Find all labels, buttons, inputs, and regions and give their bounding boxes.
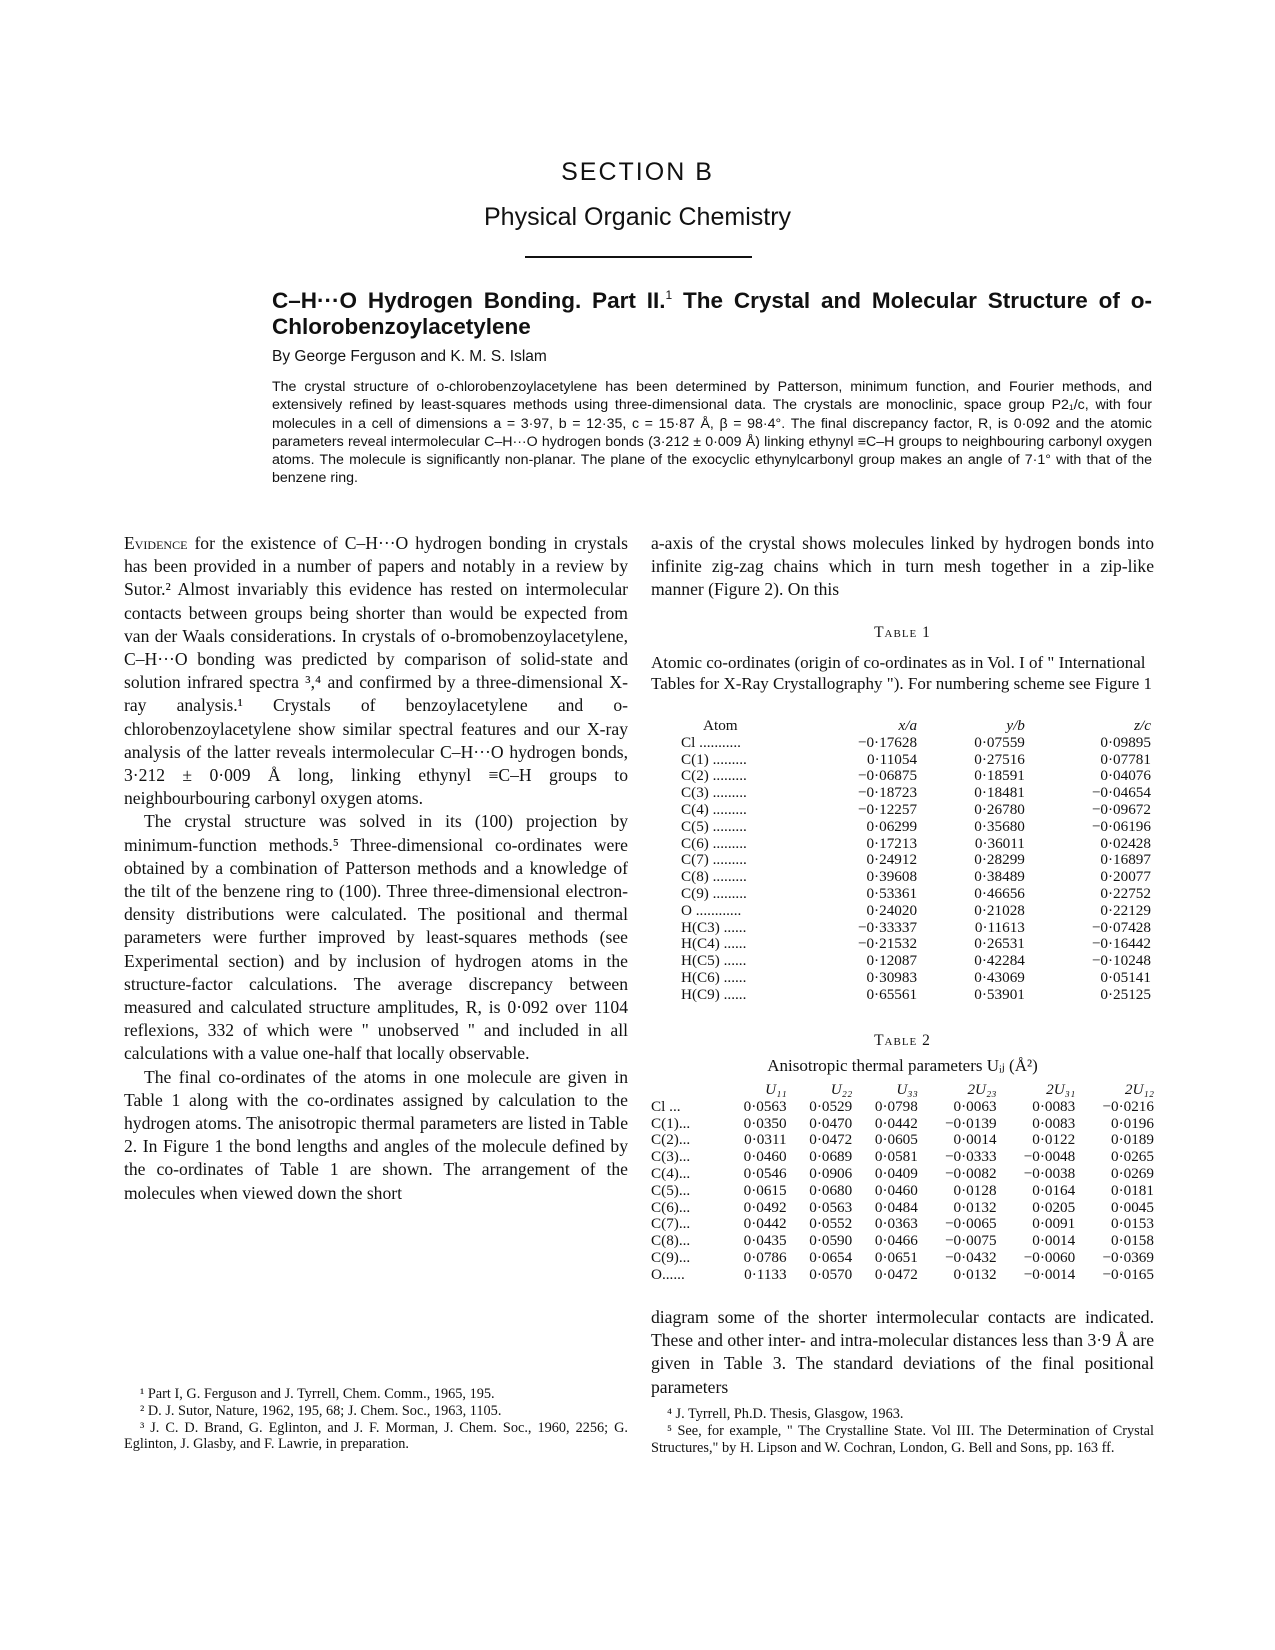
value-cell: 0·0363 bbox=[874, 1215, 918, 1233]
table-row bbox=[681, 752, 1151, 769]
section-heading: SECTION B bbox=[561, 158, 714, 186]
value-cell: 0·38489 bbox=[974, 868, 1025, 886]
table-row bbox=[681, 987, 1151, 1004]
value-cell: 0·0570 bbox=[809, 1265, 853, 1283]
value-cell: 0·25125 bbox=[1100, 985, 1151, 1003]
atom-label-cell: H(C4) ...... bbox=[681, 935, 747, 953]
footnotes-left bbox=[124, 1386, 628, 1453]
value-cell: −0·0432 bbox=[944, 1248, 997, 1266]
value-cell: 0·0529 bbox=[809, 1097, 853, 1115]
value-cell: 0·43069 bbox=[974, 968, 1025, 986]
column-header: x/a bbox=[898, 717, 918, 734]
value-cell: 0·24912 bbox=[866, 851, 918, 869]
value-cell: 0·0014 bbox=[953, 1131, 997, 1149]
value-cell: 0·0492 bbox=[743, 1198, 787, 1216]
table-row bbox=[651, 1149, 1154, 1166]
value-cell: −0·17628 bbox=[857, 733, 918, 751]
atom-label-cell: H(C3) ...... bbox=[681, 918, 747, 936]
abstract: The crystal structure of o-chlorobenzoylacetylene has been determined by Patterson, minimum function, and Fourier methods, and extensively refined by least-squares methods using three-dimensional data. The crystals are monoclinic, space group P2₁/c, with four molecules in a cell of dimensions a = 3·97, b = 12·35, c = 15·87 Å, β = 98·4°. The final discrepancy factor, R, is 0·092 and the atomic parameters reveal intermolecular C–H···O hydrogen bonds (3·212 ± 0·009 Å) linking ethynyl ≡C–H groups to neighbouring carbonyl oxygen atoms. The molecule is significantly non-planar. The plane of the exocyclic ethynylcarbonyl group makes an angle of 7·1° with that of the benzene ring. bbox=[272, 379, 1152, 487]
value-cell: 0·0189 bbox=[1110, 1131, 1154, 1149]
table-row bbox=[681, 970, 1151, 987]
table1 bbox=[681, 718, 1151, 1004]
value-cell: 0·0350 bbox=[743, 1114, 787, 1132]
value-cell: 0·12087 bbox=[866, 952, 918, 970]
left-column bbox=[124, 532, 628, 1205]
value-cell: 0·39608 bbox=[866, 868, 918, 886]
table-row bbox=[681, 852, 1151, 869]
value-cell: 0·0484 bbox=[874, 1198, 918, 1216]
column-header: U₂₂ bbox=[830, 1081, 853, 1098]
value-cell: 0·0651 bbox=[874, 1248, 918, 1266]
value-cell: 0·0311 bbox=[744, 1131, 787, 1149]
value-cell: 0·30983 bbox=[866, 968, 918, 986]
table-row bbox=[681, 768, 1151, 785]
value-cell: −0·0139 bbox=[944, 1114, 997, 1132]
value-cell: 0·11054 bbox=[867, 750, 918, 768]
value-cell: 0·27516 bbox=[974, 750, 1025, 768]
value-cell: 0·22752 bbox=[1100, 884, 1151, 902]
body-paragraph bbox=[124, 532, 628, 810]
value-cell: 0·0472 bbox=[874, 1265, 918, 1283]
column-header: U₁₁ bbox=[765, 1081, 787, 1098]
value-cell: 0·06299 bbox=[866, 817, 918, 835]
value-cell: 0·05141 bbox=[1100, 968, 1151, 986]
atom-label-cell: C(1)... bbox=[651, 1114, 691, 1132]
value-cell: 0·0581 bbox=[874, 1148, 918, 1166]
table-header-row bbox=[681, 718, 1151, 735]
atom-label-cell: C(7) ......... bbox=[681, 851, 747, 869]
value-cell: −0·09672 bbox=[1091, 800, 1151, 818]
value-cell: 0·0196 bbox=[1110, 1114, 1154, 1132]
body-paragraph: The crystal structure was solved in its (100) projection by minimum-function methods.⁵ Three-dimensional co-ordinates were obtained by a combination of Patterson methods and a knowledge of the tilt of the benzene ring to (100). Three three-dimensional electron-density distributions were calculated. The positional and thermal parameters were further improved by least-squares methods (see Experimental section) and by inclusion of hydrogen atoms in the structure-factor calculations. The average discrepancy between measured and calculated structure amplitudes, R, is 0·092 over 1104 reflexions, 332 of which were " unobserved " and included in all calculations with a value one-half that locally observable. bbox=[124, 811, 628, 1064]
value-cell: 0·18481 bbox=[974, 784, 1025, 802]
body-paragraph: a-axis of the crystal shows molecules linked by hydrogen bonds into infinite zig-zag chains which in turn mesh together in a zip-like manner (Figure 2). On this bbox=[651, 533, 1154, 600]
value-cell: −0·07428 bbox=[1091, 918, 1151, 936]
table-row bbox=[651, 1166, 1154, 1183]
value-cell: 0·0128 bbox=[953, 1181, 997, 1199]
value-cell: 0·0460 bbox=[743, 1148, 787, 1166]
table2-title: Table 2 bbox=[874, 1032, 931, 1049]
table-row bbox=[651, 1233, 1154, 1250]
value-cell: 0·09895 bbox=[1100, 733, 1151, 751]
value-cell: 0·0786 bbox=[743, 1248, 787, 1266]
section-subtitle: Physical Organic Chemistry bbox=[483, 203, 792, 231]
value-cell: 0·24020 bbox=[866, 901, 918, 919]
value-cell: 0·0680 bbox=[809, 1181, 853, 1199]
footnote: ¹ Part I, G. Ferguson and J. Tyrrell, Chem. Comm., 1965, 195. bbox=[140, 1386, 495, 1402]
atom-label-cell: C(1) ......... bbox=[681, 750, 747, 768]
footnote: ² D. J. Sutor, Nature, 1962, 195, 68; J. Chem. Soc., 1963, 1105. bbox=[140, 1402, 502, 1419]
authors: By George Ferguson and K. M. S. Islam bbox=[272, 348, 547, 365]
table-row bbox=[651, 1250, 1154, 1267]
atom-label-cell: C(8) ......... bbox=[681, 868, 747, 886]
table-row bbox=[681, 819, 1151, 836]
value-cell: 0·0590 bbox=[809, 1232, 853, 1250]
body-paragraph: diagram some of the shorter intermolecular contacts are indicated. These and other inter- and intra-molecular distances less than 3·9 Å are given in Table 3. The standard deviations of the final positional parameters bbox=[651, 1307, 1154, 1397]
value-cell: −0·0014 bbox=[1023, 1265, 1076, 1283]
value-cell: −0·0165 bbox=[1102, 1265, 1154, 1283]
value-cell: 0·36011 bbox=[974, 834, 1025, 852]
atom-label-cell: H(C6) ...... bbox=[681, 968, 747, 986]
value-cell: 0·0205 bbox=[1032, 1198, 1076, 1216]
right-column-top bbox=[651, 532, 1154, 602]
column-header bbox=[651, 1082, 721, 1099]
table-row bbox=[651, 1116, 1154, 1133]
value-cell: 0·0153 bbox=[1110, 1215, 1154, 1233]
value-cell: −0·06196 bbox=[1091, 817, 1151, 835]
value-cell: 0·0442 bbox=[743, 1215, 787, 1233]
table-row bbox=[651, 1183, 1154, 1200]
atom-label-cell: C(4)... bbox=[651, 1164, 691, 1182]
value-cell: 0·0615 bbox=[743, 1181, 787, 1199]
paragraph-text: for the existence of C–H···O hydrogen bonding in crystals has been provided in a number of papers and notably in a review by Sutor.² Almost invariably this evidence has rested on intermolecular contacts between groups being shorter than would be expected from van der Waals considerations. In crystals of o-bromobenzoylacetylene, C–H···O bonding was predicted by comparison of solid-state and solution infrared spectra ³,⁴ and confirmed by a three-dimensional X-ray analysis.¹ Crystals of benzoylacetylene and o-chlorobenzoylacetylene show similar spectral features and our X-ray analysis of the latter reveals intermolecular C–H···O hydrogen bonds, 3·212 ± 0·009 Å long, linking ethynyl ≡C–H groups to neighbourbouring carbonyl oxygen atoms. bbox=[124, 533, 628, 809]
table-row bbox=[651, 1267, 1154, 1284]
atom-label-cell: O ............ bbox=[681, 901, 742, 919]
value-cell: −0·21532 bbox=[857, 935, 918, 953]
value-cell: −0·04654 bbox=[1091, 784, 1151, 802]
title-footnote-ref: 1 bbox=[665, 288, 673, 302]
value-cell: 0·0269 bbox=[1110, 1164, 1154, 1182]
value-cell: 0·0132 bbox=[953, 1265, 997, 1283]
footnotes-right bbox=[651, 1406, 1154, 1456]
value-cell: 0·0083 bbox=[1032, 1097, 1076, 1115]
value-cell: 0·16897 bbox=[1100, 851, 1151, 869]
atom-label-cell: C(2)... bbox=[651, 1131, 691, 1149]
table2 bbox=[651, 1082, 1154, 1284]
value-cell: 0·46656 bbox=[974, 884, 1025, 902]
value-cell: 0·53361 bbox=[866, 884, 918, 902]
value-cell: 0·0442 bbox=[874, 1114, 918, 1132]
value-cell: −0·0060 bbox=[1023, 1248, 1076, 1266]
value-cell: 0·0045 bbox=[1110, 1198, 1154, 1216]
atom-label-cell: Cl ........... bbox=[681, 733, 741, 751]
table-row bbox=[681, 903, 1151, 920]
atom-label-cell: C(7)... bbox=[651, 1215, 691, 1233]
value-cell: 0·0265 bbox=[1110, 1148, 1154, 1166]
value-cell: 0·0122 bbox=[1032, 1131, 1076, 1149]
value-cell: −0·0082 bbox=[944, 1164, 997, 1182]
atom-label-cell: C(4) ......... bbox=[681, 800, 747, 818]
value-cell: 0·17213 bbox=[866, 834, 918, 852]
value-cell: 0·07559 bbox=[974, 733, 1025, 751]
value-cell: 0·0014 bbox=[1032, 1232, 1076, 1250]
value-cell: 0·0472 bbox=[809, 1131, 853, 1149]
table-row bbox=[681, 836, 1151, 853]
value-cell: 0·0546 bbox=[743, 1164, 787, 1182]
value-cell: 0·42284 bbox=[974, 952, 1025, 970]
atom-label-cell: C(9)... bbox=[651, 1248, 691, 1266]
atom-label-cell: C(6)... bbox=[651, 1198, 691, 1216]
value-cell: −0·10248 bbox=[1091, 952, 1151, 970]
table-row bbox=[681, 802, 1151, 819]
value-cell: 0·02428 bbox=[1100, 834, 1151, 852]
value-cell: 0·07781 bbox=[1100, 750, 1151, 768]
value-cell: 0·21028 bbox=[974, 901, 1025, 919]
table1-caption: Atomic co-ordinates (origin of co-ordinates as in Vol. I of " International Tables for X-Ray Crystallography "). For numbering scheme see Figure 1 bbox=[651, 653, 1152, 693]
value-cell: 0·0164 bbox=[1032, 1181, 1076, 1199]
value-cell: 0·0435 bbox=[743, 1232, 787, 1250]
value-cell: −0·0369 bbox=[1102, 1248, 1154, 1266]
value-cell: 0·0470 bbox=[809, 1114, 853, 1132]
value-cell: 0·0654 bbox=[809, 1248, 853, 1266]
lead-word: Evidence bbox=[124, 533, 188, 553]
article-title bbox=[272, 282, 1152, 340]
column-header: U₃₃ bbox=[896, 1081, 918, 1098]
table-row bbox=[651, 1216, 1154, 1233]
column-header: Atom bbox=[703, 717, 738, 734]
table-row bbox=[681, 785, 1151, 802]
value-cell: 0·22129 bbox=[1100, 901, 1151, 919]
value-cell: 0·35680 bbox=[974, 817, 1025, 835]
value-cell: 0·0689 bbox=[809, 1148, 853, 1166]
table2-caption: Anisotropic thermal parameters Uᵢⱼ (Å²) bbox=[767, 1056, 1038, 1075]
atom-label-cell: C(6) ......... bbox=[681, 834, 747, 852]
title-rest: The Crystal and Molecular Structure of o-Chlorobenzoylacetylene bbox=[272, 288, 1152, 339]
table-row bbox=[651, 1132, 1154, 1149]
value-cell: −0·0065 bbox=[944, 1215, 997, 1233]
right-column-bottom bbox=[651, 1306, 1154, 1399]
value-cell: −0·33337 bbox=[857, 918, 918, 936]
value-cell: −0·16442 bbox=[1091, 935, 1151, 953]
table-row bbox=[681, 920, 1151, 937]
value-cell: −0·0075 bbox=[944, 1232, 997, 1250]
value-cell: 0·0132 bbox=[953, 1198, 997, 1216]
value-cell: 0·1133 bbox=[744, 1265, 787, 1283]
value-cell: 0·0460 bbox=[874, 1181, 918, 1199]
value-cell: 0·0798 bbox=[874, 1097, 918, 1115]
atom-label-cell: C(9) ......... bbox=[681, 884, 747, 902]
table-row bbox=[651, 1099, 1154, 1116]
value-cell: 0·0083 bbox=[1032, 1114, 1076, 1132]
table1-title: Table 1 bbox=[874, 624, 931, 641]
atom-label-cell: H(C5) ...... bbox=[681, 952, 747, 970]
atom-label-cell: Cl ... bbox=[651, 1097, 681, 1115]
value-cell: 0·0605 bbox=[874, 1131, 918, 1149]
column-header: 2U₁₂ bbox=[1124, 1081, 1154, 1098]
value-cell: 0·20077 bbox=[1100, 868, 1151, 886]
value-cell: 0·0563 bbox=[809, 1198, 853, 1216]
footnote: ⁴ J. Tyrrell, Ph.D. Thesis, Glasgow, 1963. bbox=[667, 1406, 904, 1422]
value-cell: 0·04076 bbox=[1100, 767, 1151, 785]
table-row bbox=[681, 936, 1151, 953]
value-cell: 0·26780 bbox=[974, 800, 1025, 818]
column-header: y/b bbox=[1006, 717, 1025, 734]
footnote: ⁵ See, for example, " The Crystalline State. Vol III. The Determination of Crystal Structures," by H. Lipson and W. Cochran, London, G. Bell and Sons, pp. 163 ff. bbox=[651, 1422, 1154, 1456]
value-cell: 0·0063 bbox=[953, 1097, 997, 1115]
atom-label-cell: C(5)... bbox=[651, 1181, 691, 1199]
atom-label-cell: C(2) ......... bbox=[681, 767, 747, 785]
value-cell: −0·12257 bbox=[857, 800, 918, 818]
value-cell: −0·06875 bbox=[857, 767, 918, 785]
column-header: 2U₂₃ bbox=[967, 1081, 997, 1098]
value-cell: 0·18591 bbox=[974, 767, 1025, 785]
table-row bbox=[681, 886, 1151, 903]
value-cell: −0·18723 bbox=[857, 784, 918, 802]
atom-label-cell: O...... bbox=[651, 1265, 685, 1283]
value-cell: 0·0906 bbox=[809, 1164, 853, 1182]
table-row bbox=[651, 1200, 1154, 1217]
value-cell: 0·26531 bbox=[974, 935, 1025, 953]
table-row bbox=[681, 869, 1151, 886]
value-cell: 0·0181 bbox=[1110, 1181, 1154, 1199]
atom-label-cell: C(3) ......... bbox=[681, 784, 747, 802]
heading-divider bbox=[525, 256, 752, 258]
value-cell: 0·65561 bbox=[866, 985, 918, 1003]
value-cell: 0·0158 bbox=[1110, 1232, 1154, 1250]
column-header: z/c bbox=[1134, 717, 1151, 734]
title-main: C–H···O Hydrogen Bonding. Part II. bbox=[272, 288, 666, 313]
value-cell: 0·28299 bbox=[974, 851, 1025, 869]
footnote: ³ J. C. D. Brand, G. Eglinton, and J. F. Morman, J. Chem. Soc., 1960, 2256; G. Eglinton, J. Glasby, and F. Lawrie, in preparation. bbox=[124, 1419, 628, 1453]
value-cell: 0·11613 bbox=[974, 918, 1025, 936]
value-cell: −0·0048 bbox=[1023, 1148, 1076, 1166]
column-header: 2U₃₁ bbox=[1046, 1081, 1076, 1098]
table-header-row bbox=[651, 1082, 1154, 1099]
atom-label-cell: C(8)... bbox=[651, 1232, 691, 1250]
body-paragraph: The final co-ordinates of the atoms in one molecule are given in Table 1 along with the co-ordinates assigned by calculation to the hydrogen atoms. The anisotropic thermal parameters are listed in Table 2. In Figure 1 the bond lengths and angles of the molecule defined by the co-ordinates of Table 1 are shown. The arrangement of the molecules when viewed down the short bbox=[124, 1066, 628, 1203]
value-cell: 0·53901 bbox=[974, 985, 1025, 1003]
value-cell: 0·0091 bbox=[1032, 1215, 1076, 1233]
value-cell: −0·0216 bbox=[1102, 1097, 1154, 1115]
value-cell: 0·0466 bbox=[874, 1232, 918, 1250]
value-cell: −0·0038 bbox=[1023, 1164, 1076, 1182]
value-cell: 0·0563 bbox=[743, 1097, 787, 1115]
value-cell: 0·0409 bbox=[874, 1164, 918, 1182]
atom-label-cell: H(C9) ...... bbox=[681, 985, 747, 1003]
table-row bbox=[681, 953, 1151, 970]
atom-label-cell: C(5) ......... bbox=[681, 817, 747, 835]
value-cell: 0·0552 bbox=[809, 1215, 853, 1233]
atom-label-cell: C(3)... bbox=[651, 1148, 691, 1166]
value-cell: −0·0333 bbox=[944, 1148, 997, 1166]
table-row bbox=[681, 735, 1151, 752]
